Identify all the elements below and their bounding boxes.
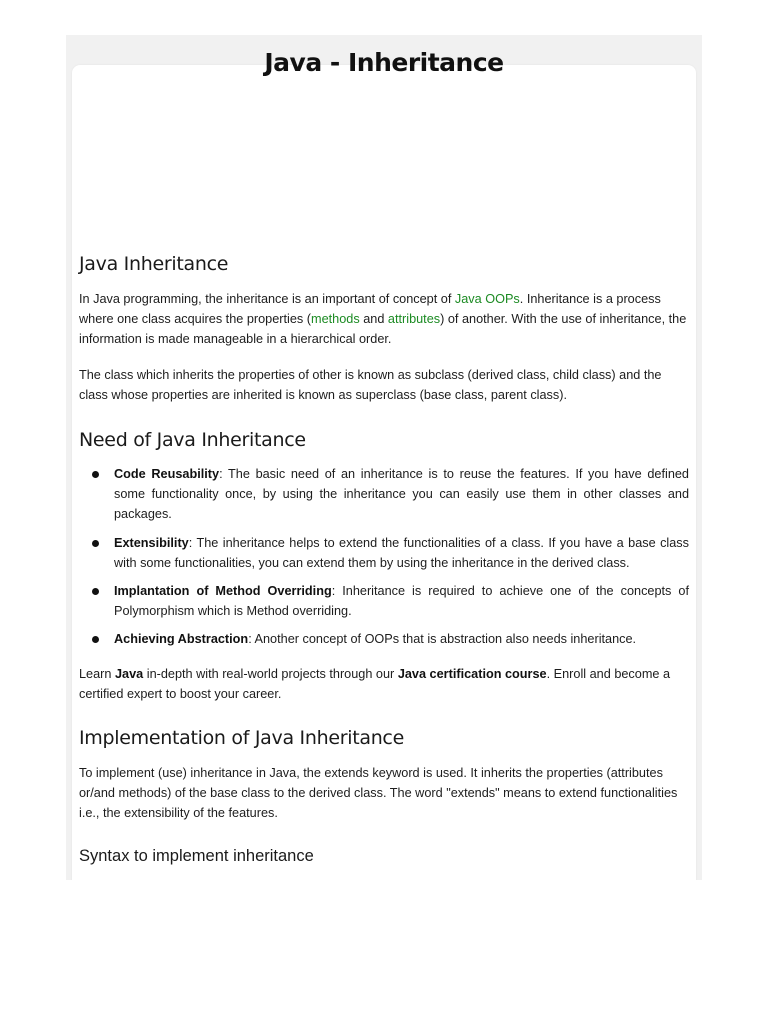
certification-course-link[interactable]: Java certification course [397,667,547,681]
article-content [79,253,689,866]
list-item-term: Extensibility [114,536,189,550]
section-heading-need: Need of Java Inheritance [79,429,306,451]
java-oops-link[interactable]: Java OOPs [454,292,520,306]
list-item-term: Implantation of Method Overriding [114,584,332,598]
bullet-icon [92,471,99,478]
section-heading-java-inheritance: Java Inheritance [79,253,229,275]
intro-text-3: and [359,312,388,326]
promo-text-1: Learn [79,667,115,681]
syntax-subheading: Syntax to implement inheritance [79,847,314,865]
methods-link[interactable]: methods [311,312,360,326]
list-item-text: : Another concept of OOPs that is abstraction also needs inheritance. [248,632,637,646]
intro-text-4: ) of another. With the use of inheritance, the information is made manageable in a hierarchical order. [79,312,687,346]
promo-java: Java [114,667,144,681]
attributes-link[interactable]: attributes [387,312,441,326]
list-item-text: : Inheritance is required to achieve one of the concepts of Polymorphism which is Method overriding. [114,584,689,618]
list-item-term: Achieving Abstraction [114,632,249,646]
list-item-term: Code Reusability [114,467,220,481]
intro-text-2: . Inheritance is a process where one class acquires the properties ( [79,292,661,326]
list-item [79,533,689,573]
list-item [79,464,689,524]
bullet-icon [92,540,99,547]
bullet-icon [92,588,99,595]
list-item [79,629,689,649]
list-item [79,581,689,621]
intro-paragraph [79,289,689,349]
intro-text-1: In Java programming, the inheritance is an important of concept of [79,292,455,306]
list-item-text: : The inheritance helps to extend the functionalities of a class. If you have a base class with some functionalities, you can extend them by using the inheritance in the derived class. [114,536,689,570]
bullet-icon [92,636,99,643]
page-title: Java - Inheritance [264,48,504,77]
implementation-paragraph: To implement (use) inheritance in Java, the extends keyword is used. It inherits the properties (attributes or/and methods) of the base class to the derived class. The word "extends" means to extend functionalities i.e., the extensibility of the features. [79,766,678,820]
need-list [79,464,689,649]
promo-text-2: in-depth with real-world projects through our [143,667,398,681]
section-heading-implementation: Implementation of Java Inheritance [79,727,404,749]
list-item-text: : The basic need of an inheritance is to reuse the features. If you have defined some functionality once, by using the inheritance you can easily use them in other classes and packages. [114,467,689,521]
promo-text-3: . Enroll and become a certified expert to boost your career. [79,667,671,701]
subclass-paragraph: The class which inherits the properties of other is known as subclass (derived class, child class) and the class whose properties are inherited is known as superclass (base class, parent class). [79,368,662,402]
promo-paragraph [79,664,689,704]
